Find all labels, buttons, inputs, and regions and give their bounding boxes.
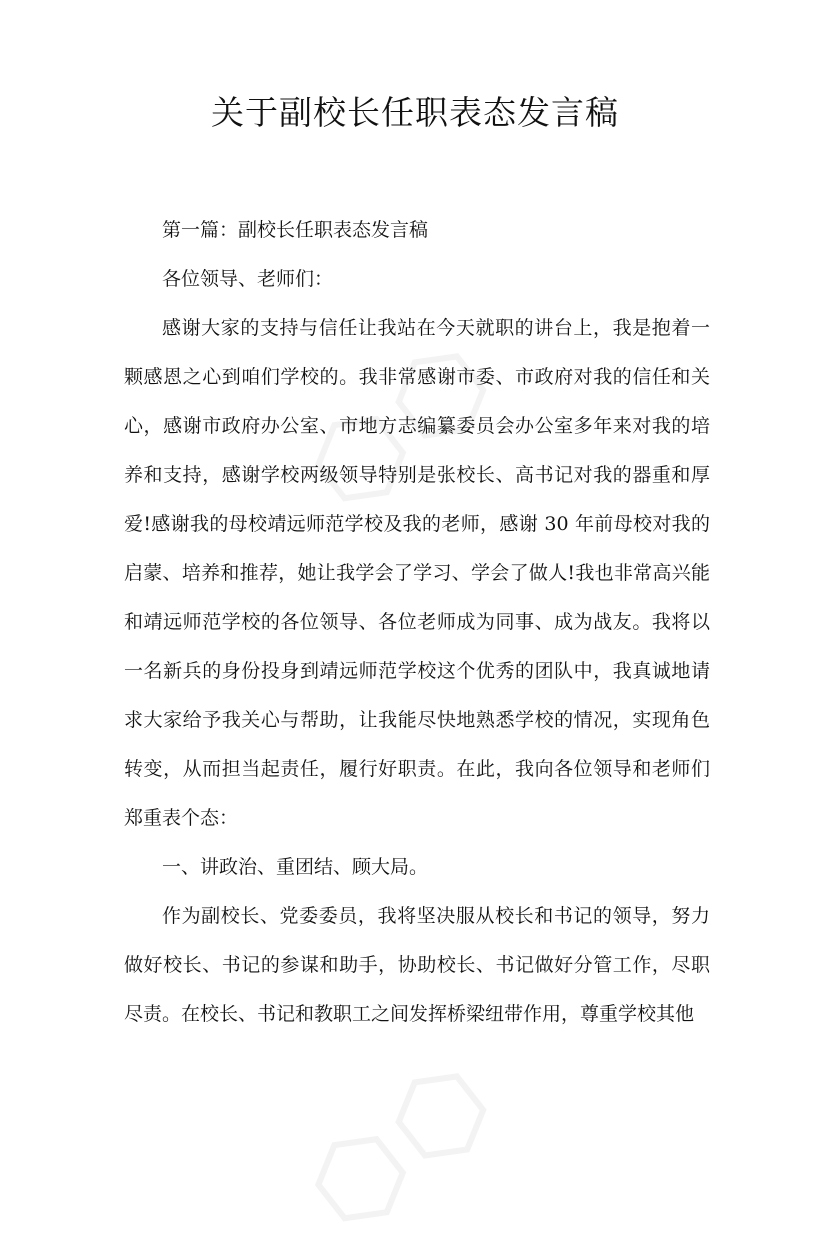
document-body (124, 206, 710, 1039)
section-heading: 第一篇：副校长任职表态发言稿 (162, 219, 429, 241)
page-title: 关于副校长任职表态发言稿 (211, 93, 619, 132)
salutation: 各位领导、老师们： (162, 268, 334, 290)
watermark-icon (282, 1031, 522, 1257)
paragraph-duty: 作为副校长、党委委员，我将坚决服从校长和书记的领导，努力做好校长、书记的参谋和助手，协助校长、书记做好分管工作，尽职尽责。在校长、书记和教职工之间发挥桥梁纽带作用，尊重学校其他 (124, 905, 710, 1025)
paragraph-thanks: 感谢大家的支持与信任让我站在今天就职的讲台上，我是抱着一颗感恩之心到咱们学校的。我非常感谢市委、市政府对我的信任和关心，感谢市政府办公室、市地方志编纂委员会办公室多年来对我的培养和支持，感谢学校两级领导特别是张校长、高书记对我的器重和厚爱!感谢我的母校靖远师范学校及我的老师，感谢 30 年前母校对我的启蒙、培养和推荐，她让我学会了学习、学会了做人!我也非常高兴能和靖远师范学校的各位领导、各位老师成为同事、成为战友。我将以一名新兵的身份投身到靖远师范学校这个优秀的团队中，我真诚地请求大家给予我关心与帮助，让我能尽快地熟悉学校的情况，实现角色转变，从而担当起责任，履行好职责。在此，我向各位领导和老师们郑重表个态： (124, 317, 710, 829)
point-heading: 一、讲政治、重团结、顾大局。 (162, 856, 429, 878)
